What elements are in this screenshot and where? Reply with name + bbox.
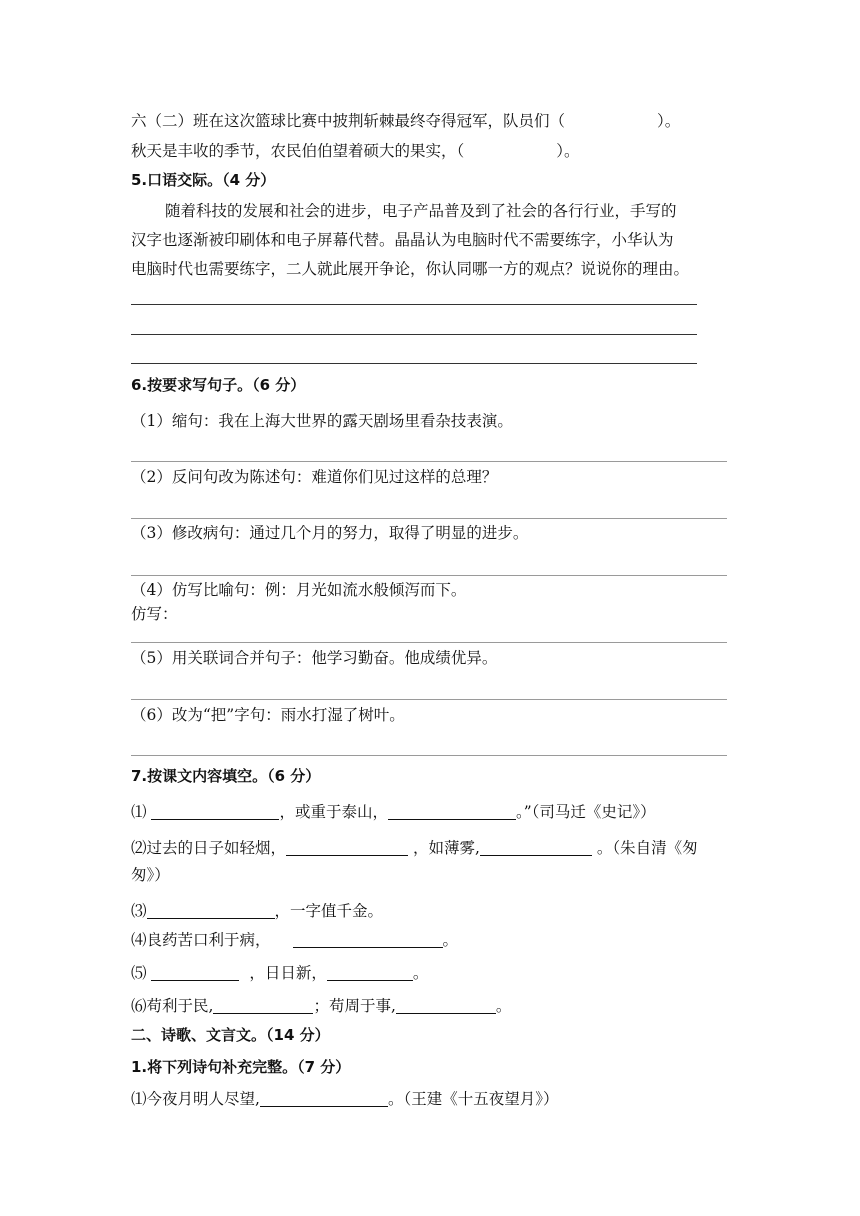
section-2-title: 二、诗歌、文言文。（14 分） <box>131 1026 330 1044</box>
sec2-q1-title: 1.将下列诗句补充完整。（7 分） <box>131 1058 351 1076</box>
q7-fill-2-cont: 匆》） <box>131 866 170 884</box>
q7-blank-1a[interactable] <box>151 803 279 820</box>
q6-answer-line-2[interactable] <box>131 518 727 519</box>
q6-item-2: （2）反问句改为陈述句：难道你们见过这样的总理？ <box>131 468 498 486</box>
q7-blank-5a[interactable] <box>151 964 239 981</box>
q6-item-4-imitate: 仿写： <box>131 605 178 623</box>
q7-fill-3: ⑶ ，一字值千金。 <box>131 902 384 920</box>
q7-fill-4: ⑷良药苦口利于病， 。 <box>131 931 459 949</box>
q6-answer-line-3[interactable] <box>131 575 727 576</box>
q7-fill-6: ⑹苟利于民, ；苟周于事, 。 <box>131 997 512 1015</box>
sentence-autumn: 秋天是丰收的季节，农民伯伯望着硕大的果实，（ ）。 <box>131 142 580 160</box>
q7-blank-3[interactable] <box>147 902 275 919</box>
q6-answer-line-1[interactable] <box>131 461 727 462</box>
sentence-basketball: 六（二）班在这次篮球比赛中披荆斩棘最终夺得冠军，队员们（ ）。 <box>131 112 681 130</box>
q7-fill-1: ⑴ ，或重于泰山， 。”（司马迁《史记》） <box>131 803 656 821</box>
q5-answer-line-2[interactable] <box>131 334 697 335</box>
q5-paragraph-line3: 电脑时代也需要练字，二人就此展开争论，你认同哪一方的观点？说说你的理由。 <box>131 260 690 278</box>
q6-item-5: （5）用关联词合并句子：他学习勤奋。他成绩优异。 <box>131 649 498 667</box>
q6-answer-line-4[interactable] <box>131 642 727 643</box>
sec2-poem-fill-1: ⑴今夜月明人尽望, 。（王建《十五夜望月》） <box>131 1090 559 1108</box>
q6-title: 6.按要求写句子。（6 分） <box>131 376 306 394</box>
q6-item-6: （6）改为“把”字句：雨水打湿了树叶。 <box>131 706 405 724</box>
q6-answer-line-5[interactable] <box>131 699 727 700</box>
q7-title: 7.按课文内容填空。（6 分） <box>131 767 321 785</box>
q7-blank-6b[interactable] <box>396 997 496 1014</box>
q7-blank-1b[interactable] <box>388 803 516 820</box>
q7-fill-2: ⑵过去的日子如轻烟， ，如薄雾, 。（朱自清《匆 <box>131 839 698 857</box>
q7-blank-4[interactable] <box>293 931 443 948</box>
q6-item-1: （1）缩句：我在上海大世界的露天剧场里看杂技表演。 <box>131 412 513 430</box>
q5-paragraph-line2: 汉字也逐渐被印刷体和电子屏幕代替。晶晶认为电脑时代不需要练字，小华认为 <box>131 231 674 249</box>
q5-answer-line-1[interactable] <box>131 304 697 305</box>
sec2-blank-1[interactable] <box>260 1090 388 1107</box>
q6-item-3: （3）修改病句：通过几个月的努力，取得了明显的进步。 <box>131 524 529 542</box>
q7-blank-6a[interactable] <box>213 997 313 1014</box>
q6-item-4: （4）仿写比喻句：例：月光如流水般倾泻而下。 <box>131 581 467 599</box>
q5-title: 5.口语交际。（4 分） <box>131 171 276 189</box>
q5-paragraph-line1: 随着科技的发展和社会的进步，电子产品普及到了社会的各行行业，手写的 <box>165 202 677 220</box>
q6-answer-line-6[interactable] <box>131 755 727 756</box>
q5-answer-line-3[interactable] <box>131 363 697 364</box>
q7-blank-2a[interactable] <box>286 839 408 856</box>
q7-blank-2b[interactable] <box>480 839 592 856</box>
q7-fill-5: ⑸ ，日日新， 。 <box>131 964 429 982</box>
q7-blank-5b[interactable] <box>327 964 413 981</box>
